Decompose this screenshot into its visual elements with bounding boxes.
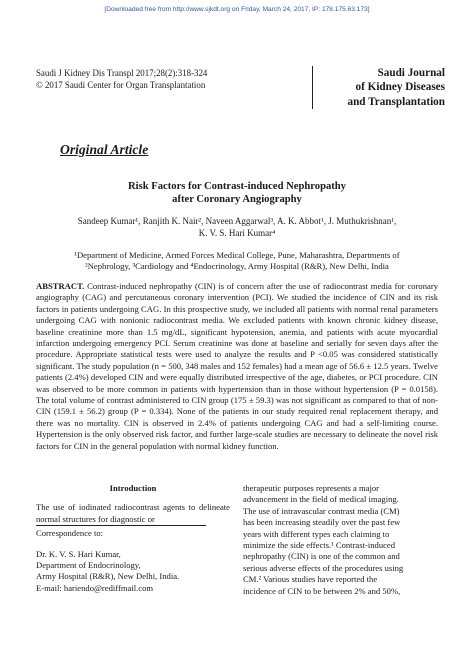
download-banner: [Downloaded free from http://www.sjkdt.org on Friday, March 24, 2017, IP: 178.175.63.173] <box>104 6 370 13</box>
citation-line: Saudi J Kidney Dis Transpl 2017;28(2):318-324 <box>36 68 208 78</box>
intro-paragraph: The use of iodinated radiocontrast agents to delineate normal structures for diagnostic or <box>36 502 230 524</box>
journal-name-line: and Transplantation <box>347 95 445 108</box>
correspondence-department: Department of Endocrinology, <box>36 560 141 571</box>
body-text-line: CM.² Various studies have reported the <box>243 574 378 585</box>
body-text-line: advancement in the field of medical imaging. <box>243 494 399 505</box>
section-heading-introduction: Introduction <box>109 483 157 493</box>
copyright-line: © 2017 Saudi Center for Organ Transplantation <box>36 79 206 90</box>
body-text-line: has been increasing steadily over the past few <box>243 517 401 528</box>
affiliations <box>58 250 416 272</box>
citation-block <box>36 68 207 91</box>
correspondence-address: Army Hospital (R&R), New Delhi, India. <box>36 571 180 582</box>
abstract <box>36 281 438 452</box>
correspondence-name: Dr. K. V. S. Hari Kumar, <box>36 548 121 559</box>
footnote-divider <box>36 525 206 526</box>
correspondence-email[interactable]: E-mail: hariendo@rediffmail.com <box>36 582 154 593</box>
title-line: after Coronary Angiography <box>172 194 302 205</box>
authors-line: Sandeep Kumar¹, Ranjith K. Nair², Naveen Aggarwal³, A. K. Abbot¹, J. Muthukrishnan¹, <box>77 216 397 226</box>
journal-name-line: of Kidney Diseases <box>355 81 445 94</box>
title-line: Risk Factors for Contrast-induced Nephropathy <box>128 181 346 192</box>
article-type: Original Article <box>60 142 149 157</box>
body-text-line: nephropathy (CIN) is one of the common and <box>243 551 400 562</box>
article-title <box>80 180 394 206</box>
body-text-line: serious adverse effects of the procedures using <box>243 562 404 573</box>
body-text-line: The use of intravascular contrast media (CM) <box>243 505 400 516</box>
abstract-text: Contrast-induced nephropathy (CIN) is of concern after the use of radiocontrast media for coronary angiography (CAG) and percutaneous coronary intervention (PCI). We studied the incidence of CIN and its risk factors in patients undergoing CAG. In this prospective study, we included all patients with normal renal parameters undergoing CAG with nonionic radiocontrast media. We excluded patients with known chronic kidney disease, baseline creatinine more than 1.5 mg/dL, significant hypotension, anemia, and patients with acute myocardial infarction undergoing emergency PCI. Serum creatinine was done at baseline and serially for seven days after the procedure. Appropriate statistical tests were used to analyze the results and P <0.05 was considered statistically significant. The study population (n = 500, 348 males and 152 females) had a mean age of 56.6 ± 12.5 years. Twelve patients (2.4%) developed CIN and were equally distributed irrespective of the age, diabetes, or PCI procedure. CIN was observed to be more common in patients with hypertension than in those without hypertension (P = 0.0158). The total volume of contrast administered to CIN group (175 ± 59.3) was not significant as compared to that of non-CIN (159.1 ± 56.2) group (P = 0.334). None of the patients in our study required renal replacement therapy, and there was no mortality. CIN is observed in 2.4% of patients undergoing CAG and had a self-limiting course. Hypertension is the only observed risk factor, and further large-scale studies are necessary to delineate the novel risk factors for CIN in the general population with normal kidney function. <box>36 281 438 451</box>
body-text-line: incidence of CIN to be between 2% and 50%, <box>243 585 401 596</box>
right-column <box>243 483 438 597</box>
body-text-line: therapeutic purposes represents a major <box>243 483 380 493</box>
affiliation-line: ²Nephrology, ³Cardiology and ⁴Endocrinology, Army Hospital (R&R), New Delhi, India <box>85 261 389 271</box>
abstract-label: ABSTRACT. <box>36 281 85 291</box>
author-list <box>58 215 416 239</box>
correspondence-label: Correspondence to: <box>36 528 104 539</box>
journal-name-line: Saudi Journal <box>377 67 445 79</box>
body-text-line: minimize the side effects.¹ Contrast-induced <box>243 540 396 551</box>
journal-name <box>312 66 445 109</box>
body-text-line: years with different types each claiming to <box>243 528 390 539</box>
authors-line: K. V. S. Hari Kumar⁴ <box>198 228 276 238</box>
left-column <box>36 483 230 594</box>
affiliation-line: ¹Department of Medicine, Armed Forces Medical College, Pune, Maharashtra, Departments of <box>74 250 400 260</box>
